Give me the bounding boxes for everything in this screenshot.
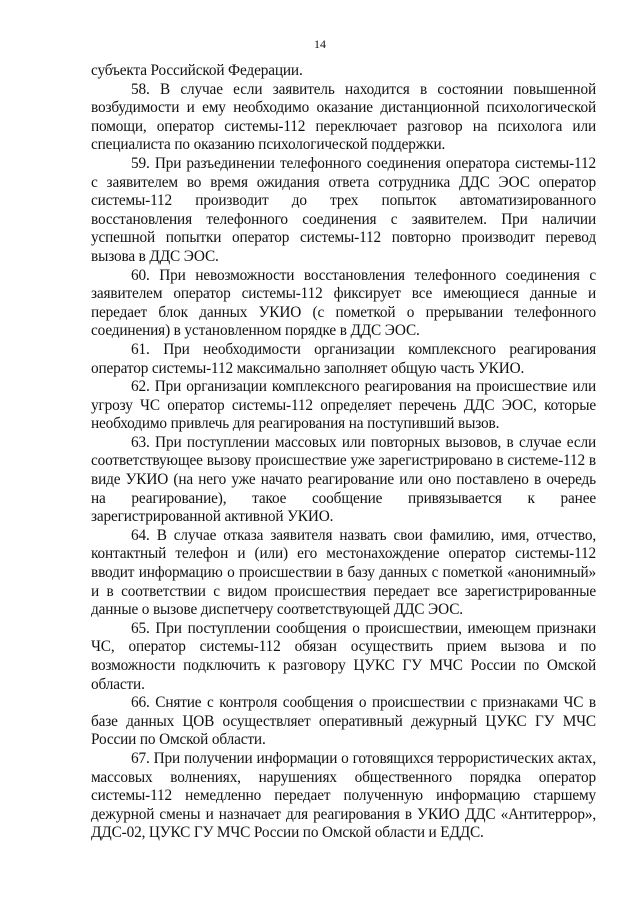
paragraph-65: 65. При поступлении сообщения о происшествии, имеющем признаки ЧС, оператор системы-112 обязан осуществить прием вызова и по возможности подключить к разговору ЦУКС ГУ МЧС России по Омской области. — [91, 619, 596, 693]
paragraph-58: 58. В случае если заявитель находится в состоянии повышенной возбудимости и ему необходимо оказание дистанционной психологической помощи, оператор системы-112 переключает разговор на психолога или специалиста по оказанию психологической поддержки. — [91, 80, 596, 154]
paragraph-63: 63. При поступлении массовых или повторных вызовов, в случае если соответствующее вызову происшествие уже зарегистрировано в системе-112 в виде УКИО (на него уже начато реагирование или оно поставлено в очередь на реагирование), такое сообщение привязывается к ранее зарегистрированной активной УКИО. — [91, 433, 596, 526]
paragraph-64: 64. В случае отказа заявителя назвать свои фамилию, имя, отчество, контактный телефон и (или) его местонахождение оператор системы-112 вводит информацию о происшествии в базу данных с пометкой «анонимный» и в соответствии с видом происшествия передает все зарегистрированные данные о вызове диспетчеру соответствующей ДДС ЭОС. — [91, 526, 596, 619]
paragraph-62: 62. При организации комплексного реагирования на происшествие или угрозу ЧС оператор системы-112 определяет перечень ДДС ЭОС, которые необходимо привлечь для реагирования на поступивший вызов. — [91, 378, 596, 433]
paragraph-60: 60. При невозможности восстановления телефонного соединения с заявителем оператор системы-112 фиксирует все имеющиеся данные и передает блок данных УКИО (с пометкой о прерывании телефонного соединения) в установленном порядке в ДДС ЭОС. — [91, 266, 596, 340]
paragraph-66: 66. Снятие с контроля сообщения о происшествии с признаками ЧС в базе данных ЦОВ осуществляет оперативный дежурный ЦУКС ГУ МЧС России по Омской области. — [91, 694, 596, 749]
paragraph-continuation: субъекта Российской Федерации. — [91, 62, 303, 79]
paragraph-61: 61. При необходимости организации комплексного реагирования оператор системы-112 максимально заполняет общую часть УКИО. — [91, 340, 596, 377]
document-body — [91, 62, 596, 843]
paragraph-67: 67. При получении информации о готовящихся террористических актах, массовых волнениях, нарушениях общественного порядка оператор системы-112 немедленно передает полученную информацию старшему дежурной смены и назначает для реагирования в УКИО ДДС «Антитеррор», ДДС-02, ЦУКС ГУ МЧС России по Омской области и ЕДДС. — [91, 749, 596, 842]
paragraph-59: 59. При разъединении телефонного соединения оператора системы-112 с заявителем во время ожидания ответа сотрудника ДДС ЭОС оператор системы-112 производит до трех попыток автоматизированного восстановления телефонного соединения с заявителем. При наличии успешной попытки оператор системы-112 повторно производит перевод вызова в ДДС ЭОС. — [91, 154, 596, 265]
page-number: 14 — [314, 37, 326, 51]
